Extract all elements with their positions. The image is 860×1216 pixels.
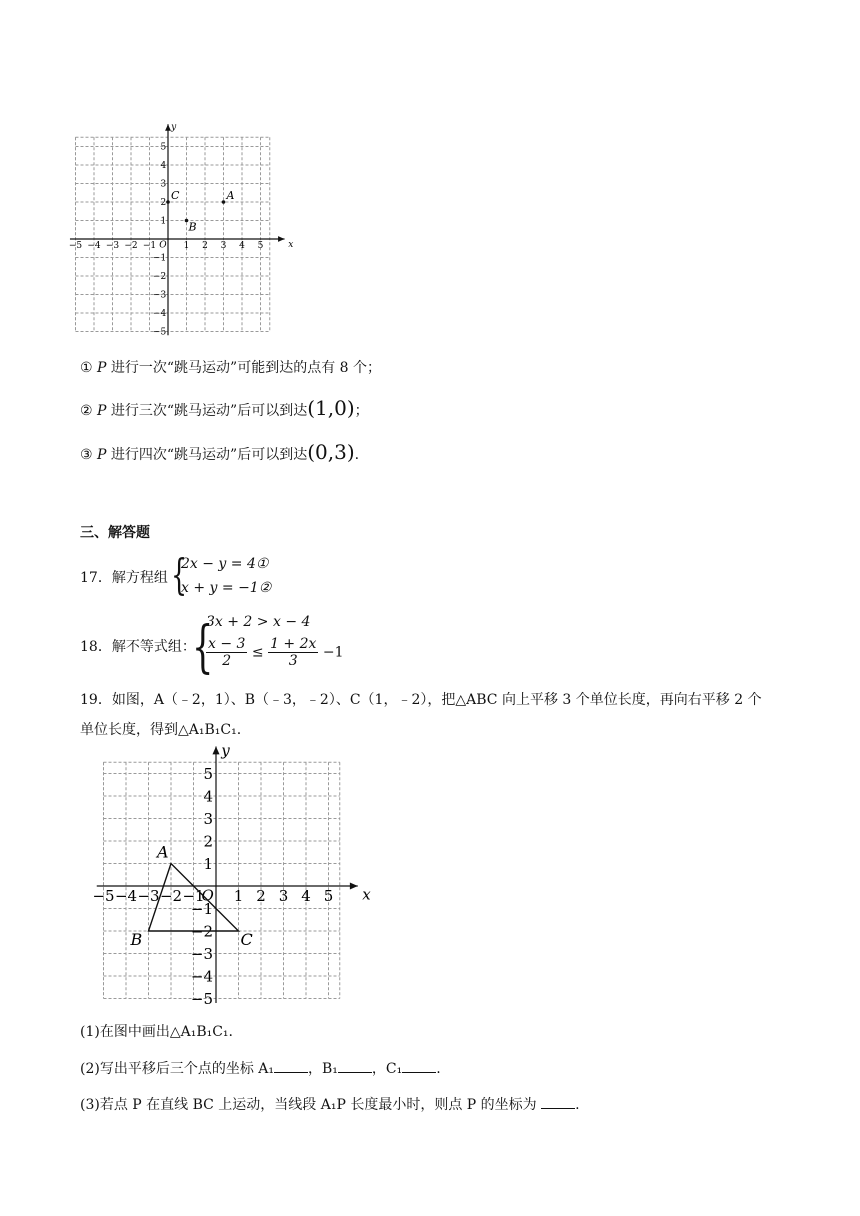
y-tick-label: −4 bbox=[152, 309, 167, 320]
circle-number-2: ② bbox=[80, 403, 93, 419]
x-tick-label: 2 bbox=[202, 241, 208, 251]
x-tick-label: −2 bbox=[159, 887, 183, 905]
q19-sub-3-end: . bbox=[575, 1097, 580, 1113]
q18-fraction-1-denominator: 2 bbox=[222, 653, 232, 669]
q18-tail: −1 bbox=[322, 644, 344, 661]
q19-sub-3 bbox=[80, 1094, 580, 1115]
x-tick-label: 5 bbox=[323, 887, 334, 905]
x-tick-label: −1 bbox=[142, 241, 157, 251]
statement-3-text: 进行四次“跳马运动”后可以到达 bbox=[106, 447, 308, 463]
x-tick-label: −1 bbox=[182, 887, 205, 905]
x-tick-label: 3 bbox=[220, 241, 227, 251]
x-tick-label: −5 bbox=[68, 241, 83, 251]
section-title: 三、解答题 bbox=[80, 525, 150, 541]
answer-blank-b1[interactable] bbox=[338, 1058, 372, 1073]
y-axis-arrow bbox=[165, 124, 171, 130]
y-tick-label: −3 bbox=[190, 944, 213, 963]
point-label-b: B bbox=[188, 220, 197, 234]
y-tick-label: −4 bbox=[190, 967, 213, 986]
statement-1 bbox=[80, 358, 381, 378]
statement-2-tail: ； bbox=[354, 403, 369, 419]
q18-inequality-2 bbox=[206, 636, 344, 669]
x-axis-arrow bbox=[350, 882, 358, 889]
x-tick-label: 1 bbox=[183, 241, 190, 251]
origin-label: O bbox=[201, 886, 214, 905]
q19-line-1: 19．如图，A（﹣2，1）、B（﹣3，﹣2）、C（1，﹣2），把△ABC 向上平移 3 个单位长度，再向右平移 2 个 bbox=[80, 692, 762, 708]
circle-number-1: ① bbox=[80, 360, 93, 376]
statement-3-coordinate: (0,3) bbox=[307, 440, 355, 464]
statement-2 bbox=[80, 398, 369, 421]
y-tick-label: 5 bbox=[203, 764, 213, 783]
answer-blank-a1[interactable] bbox=[274, 1058, 308, 1073]
q17-equation-1: 2x − y = 4① bbox=[181, 556, 269, 572]
y-tick-label: −5 bbox=[152, 327, 167, 338]
x-tick-label: −3 bbox=[137, 887, 160, 905]
statement-3 bbox=[80, 442, 359, 465]
x-tick-label: −3 bbox=[105, 241, 120, 251]
q19-line-2: 单位长度，得到△A₁B₁C₁. bbox=[80, 722, 242, 738]
q18-fraction-1-numerator: x − 3 bbox=[208, 636, 246, 652]
x-tick-label: 4 bbox=[301, 887, 311, 905]
y-tick-label: 5 bbox=[160, 142, 167, 153]
vertex-label-a: A bbox=[157, 842, 169, 862]
x-tick-label: −5 bbox=[92, 887, 115, 905]
statement-2-text: 进行三次“跳马运动”后可以到达 bbox=[106, 403, 308, 419]
q19-sub-2-end: . bbox=[436, 1061, 441, 1077]
y-tick-label: −3 bbox=[152, 290, 167, 301]
q19-sub-2-c1: ，C₁ bbox=[371, 1061, 403, 1077]
y-axis-label: y bbox=[221, 741, 230, 760]
q18-relation: ≤ bbox=[251, 644, 264, 661]
q17-equation-2: x + y = −1② bbox=[181, 580, 272, 596]
answer-blank-p[interactable] bbox=[541, 1094, 575, 1109]
y-tick-label: 1 bbox=[160, 216, 167, 227]
point-p-label: P bbox=[97, 447, 107, 463]
y-tick-label: −1 bbox=[190, 899, 213, 918]
x-tick-label: −4 bbox=[114, 887, 138, 905]
q19-sub-3-text: (3)若点 P 在直线 BC 上运动，当线段 A₁P 长度最小时，则点 P 的坐标为 bbox=[80, 1097, 542, 1113]
q18-fraction-1 bbox=[206, 636, 247, 669]
origin-label: O bbox=[159, 240, 167, 251]
q17-brace: { bbox=[171, 550, 188, 599]
q18-brace: { bbox=[192, 615, 214, 680]
x-axis-label: x bbox=[362, 885, 371, 904]
x-tick-label: −2 bbox=[124, 241, 138, 251]
q19-sub-2-a1: (2)写出平移后三个点的坐标 A₁ bbox=[80, 1061, 275, 1077]
vertex-label-b: B bbox=[130, 930, 143, 949]
coordinate-grid-figure-1 bbox=[68, 112, 296, 348]
statement-3-tail: . bbox=[354, 447, 360, 463]
point-label-a: A bbox=[226, 189, 235, 202]
y-axis-label: y bbox=[171, 122, 177, 133]
x-tick-label: 2 bbox=[256, 887, 266, 905]
circle-number-3: ③ bbox=[80, 447, 93, 463]
x-tick-label: 5 bbox=[257, 241, 264, 251]
q18-fraction-2-denominator: 3 bbox=[288, 653, 298, 669]
q18-label: 18．解不等式组： bbox=[80, 639, 196, 655]
statement-2-coordinate: (1,0) bbox=[307, 396, 355, 420]
coordinate-grid-figure-2 bbox=[78, 741, 371, 1008]
y-tick-label: −2 bbox=[190, 922, 213, 941]
y-tick-label: 1 bbox=[203, 854, 213, 873]
y-tick-label: −1 bbox=[152, 253, 167, 264]
point-a bbox=[222, 200, 226, 204]
y-tick-label: −2 bbox=[152, 272, 167, 283]
q19-sub-1: (1)在图中画出△A₁B₁C₁. bbox=[80, 1024, 233, 1040]
x-tick-label: −4 bbox=[87, 241, 101, 251]
y-tick-label: 2 bbox=[160, 198, 167, 209]
y-axis-arrow bbox=[212, 747, 219, 755]
q19-sub-2-b1: ，B₁ bbox=[308, 1061, 338, 1077]
q19-sub-2 bbox=[80, 1058, 441, 1079]
x-tick-label: 4 bbox=[239, 241, 245, 251]
y-tick-label: 3 bbox=[160, 179, 167, 190]
x-axis-arrow bbox=[278, 236, 284, 242]
y-tick-label: −5 bbox=[190, 989, 213, 1008]
q17-label: 17．解方程组 bbox=[80, 570, 168, 586]
point-p-label: P bbox=[97, 360, 107, 376]
x-axis-label: x bbox=[288, 240, 294, 251]
point-c bbox=[166, 200, 170, 204]
q18-inequality-1: 3x + 2 > x − 4 bbox=[206, 614, 311, 630]
x-tick-label: 3 bbox=[278, 887, 289, 905]
point-label-c: C bbox=[171, 189, 180, 202]
q18-fraction-2-numerator: 1 + 2x bbox=[270, 636, 317, 652]
y-tick-label: 2 bbox=[203, 832, 213, 851]
y-tick-label: 4 bbox=[203, 787, 213, 806]
point-p-label: P bbox=[97, 403, 107, 419]
x-tick-label: 1 bbox=[233, 887, 244, 905]
y-tick-label: 4 bbox=[160, 161, 167, 172]
answer-blank-c1[interactable] bbox=[402, 1058, 436, 1073]
q18-fraction-2 bbox=[268, 636, 318, 669]
y-tick-label: 3 bbox=[203, 809, 213, 828]
statement-1-text: 进行一次“跳马运动”可能到达的点有 8 个； bbox=[106, 360, 382, 376]
vertex-label-c: C bbox=[240, 930, 253, 949]
